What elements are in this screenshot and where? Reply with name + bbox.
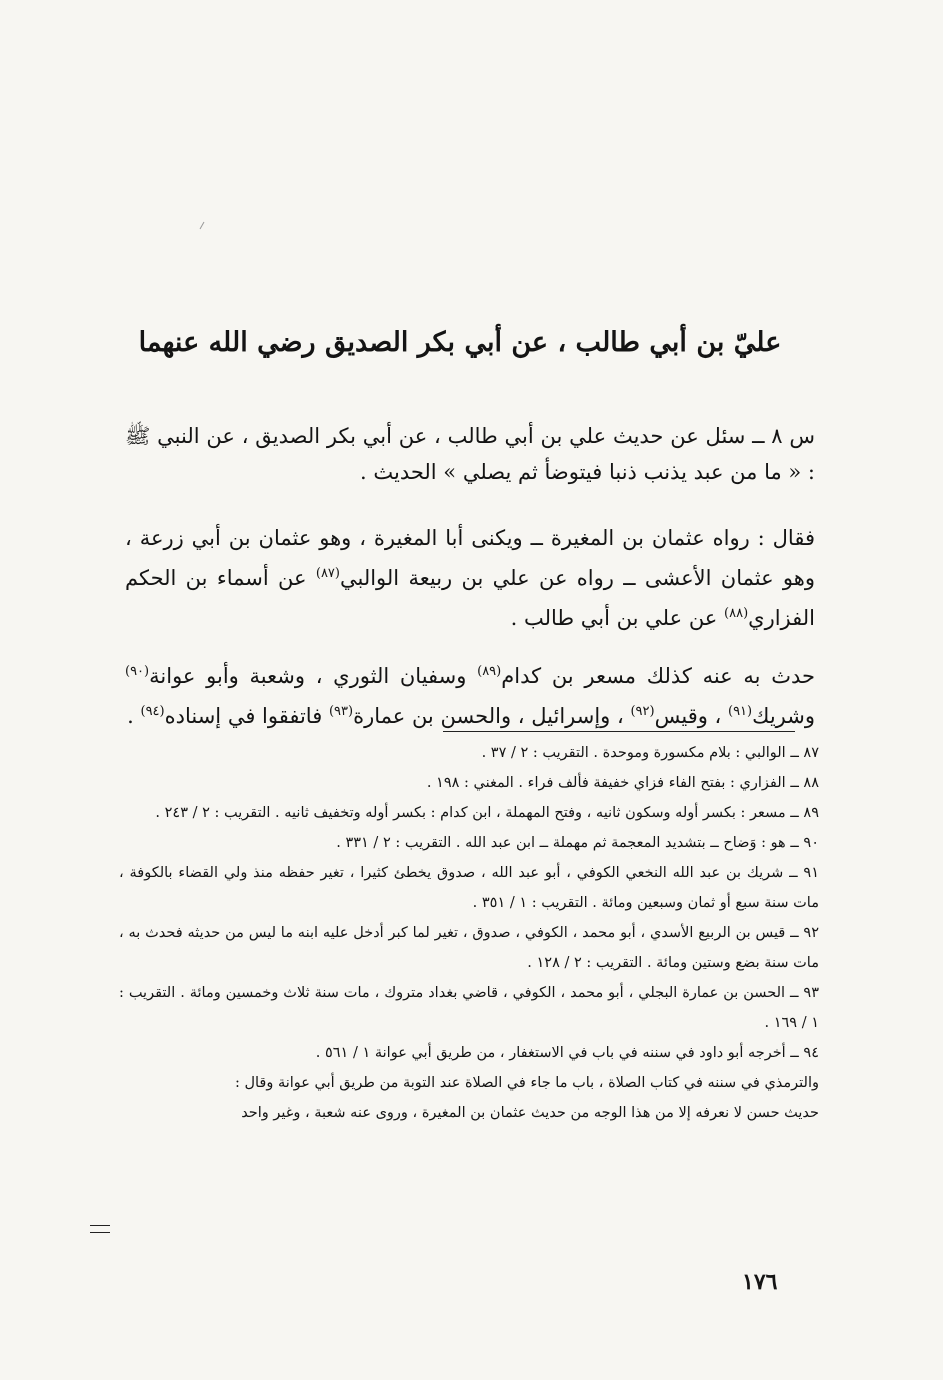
footnote-94-continued-2: حديث حسن لا نعرفه إلا من هذا الوجه من حديث عثمان بن المغيرة ، وروى عنه شعبة ، وغير واحد: [241, 1105, 819, 1121]
footnote-91: ٩١ ــ شريك بن عبد الله النخعي الكوفي ، أبو عبد الله ، صدوق يخطئ كثيرا ، تغير حفظه منذ ولي القضاء بالكوفة ، مات سنة سبع أو ثمان وسبعين ومائة . التقريب : ١ / ٣٥١ .: [119, 865, 819, 911]
footnote-94: ٩٤ ــ أخرجه أبو داود في سننه في باب في الاستغفار ، من طريق أبي عوانة ١ / ٥٦١ .: [315, 1045, 819, 1061]
footnote-93: ٩٣ ــ الحسن بن عمارة البجلي ، أبو محمد ، الكوفي ، قاضي بغداد متروك ، مات سنة ثلاث وخمسين ومائة . التقريب : ١ / ١٦٩ .: [119, 985, 819, 1031]
narration-text-f: فاتفقوا في إسناده: [164, 704, 329, 728]
footnote-92: ٩٢ ــ قيس بن الربيع الأسدي ، أبو محمد ، الكوفي ، صدوق ، تغير لما كبر أدخل عليه ابنه ما ليس من حديثه فحدث به ، مات سنة بضع وستين ومائة . التقريب : ٢ / ١٢٨ .: [119, 925, 819, 971]
page-number: ١٧٦: [742, 1269, 778, 1295]
narration-text-d: ، وقيس: [654, 704, 728, 728]
footnote-ref-87: (٨٧): [315, 566, 340, 581]
footnote-ref-88: (٨٨): [724, 606, 749, 621]
continuation-mark: [90, 1225, 110, 1233]
narration-text-g: .: [127, 704, 141, 728]
footnote-88: ٨٨ ــ الفزاري : بفتح الفاء فزاي خفيفة فألف فراء . المغني : ١٩٨ .: [426, 775, 819, 791]
answer-text-a: فقال : رواه عثمان بن المغيرة ــ ويكنى أبا المغيرة ، وهو عثمان بن أبي زرعة ، وهو عثمان الأعشى ــ رواه عن علي بن ربيعة الوالبي: [125, 526, 815, 590]
narration-text-a: حدث به عنه كذلك مسعر بن كدام: [501, 664, 816, 688]
narration-text-b: وسفيان الثوري ، وشعبة وأبو عوانة: [149, 664, 478, 688]
answer-text-b: عن أسماء بن الحكم الفزاري: [125, 566, 815, 630]
narration-text-c: وشريك: [752, 704, 815, 728]
narration-text-e: ، وإسرائيل ، والحسن بن عمارة: [353, 704, 631, 728]
narration-text: [125, 654, 815, 734]
footnote-ref-91: (٩١): [728, 704, 753, 719]
footnote-separator: [443, 731, 795, 732]
answer-text: [125, 520, 815, 636]
footnote-89: ٨٩ ــ مسعر : بكسر أوله وسكون ثانيه ، وفتح المهملة ، ابن كدام : بكسر أوله وتخفيف ثانيه . التقريب : ٢ / ٢٤٣ .: [155, 805, 819, 821]
paper-speck: [200, 222, 205, 229]
question-paragraph: [125, 418, 815, 500]
answer-text-c: عن علي بن أبي طالب .: [510, 606, 725, 630]
footnotes: [119, 738, 819, 1128]
footnote-ref-94: (٩٤): [140, 704, 165, 719]
footnote-94-continued-1: والترمذي في سننه في كتاب الصلاة ، باب ما جاء في الصلاة عند التوبة من طريق أبي عوانة وقال :: [234, 1075, 819, 1091]
footnote-ref-93: (٩٣): [328, 704, 354, 719]
question-text: س ٨ ــ سئل عن حديث علي بن أبي طالب ، عن أبي بكر الصديق ، عن النبي ﷺ : « ما من عبد يذنب ذنبا فيتوضأ ثم يصلي » الحديث .: [125, 424, 815, 484]
footnote-ref-92: (٩٢): [630, 704, 655, 719]
answer-paragraph: [125, 520, 815, 646]
footnote-ref-90: (٩٠): [125, 664, 150, 679]
footnote-90: ٩٠ ــ هو : وَضاح ــ بتشديد المعجمة ثم مهملة ــ ابن عبد الله . التقريب : ٢ / ٣٣١ .: [336, 835, 819, 851]
footnote-87: ٨٧ ــ الوالبي : بلام مكسورة وموحدة . التقريب : ٢ / ٣٧ .: [481, 745, 819, 761]
footnote-ref-89: (٨٩): [477, 664, 502, 679]
page-title: عليّ بن أبي طالب ، عن أبي بكر الصديق رضي الله عنهما: [138, 327, 782, 358]
